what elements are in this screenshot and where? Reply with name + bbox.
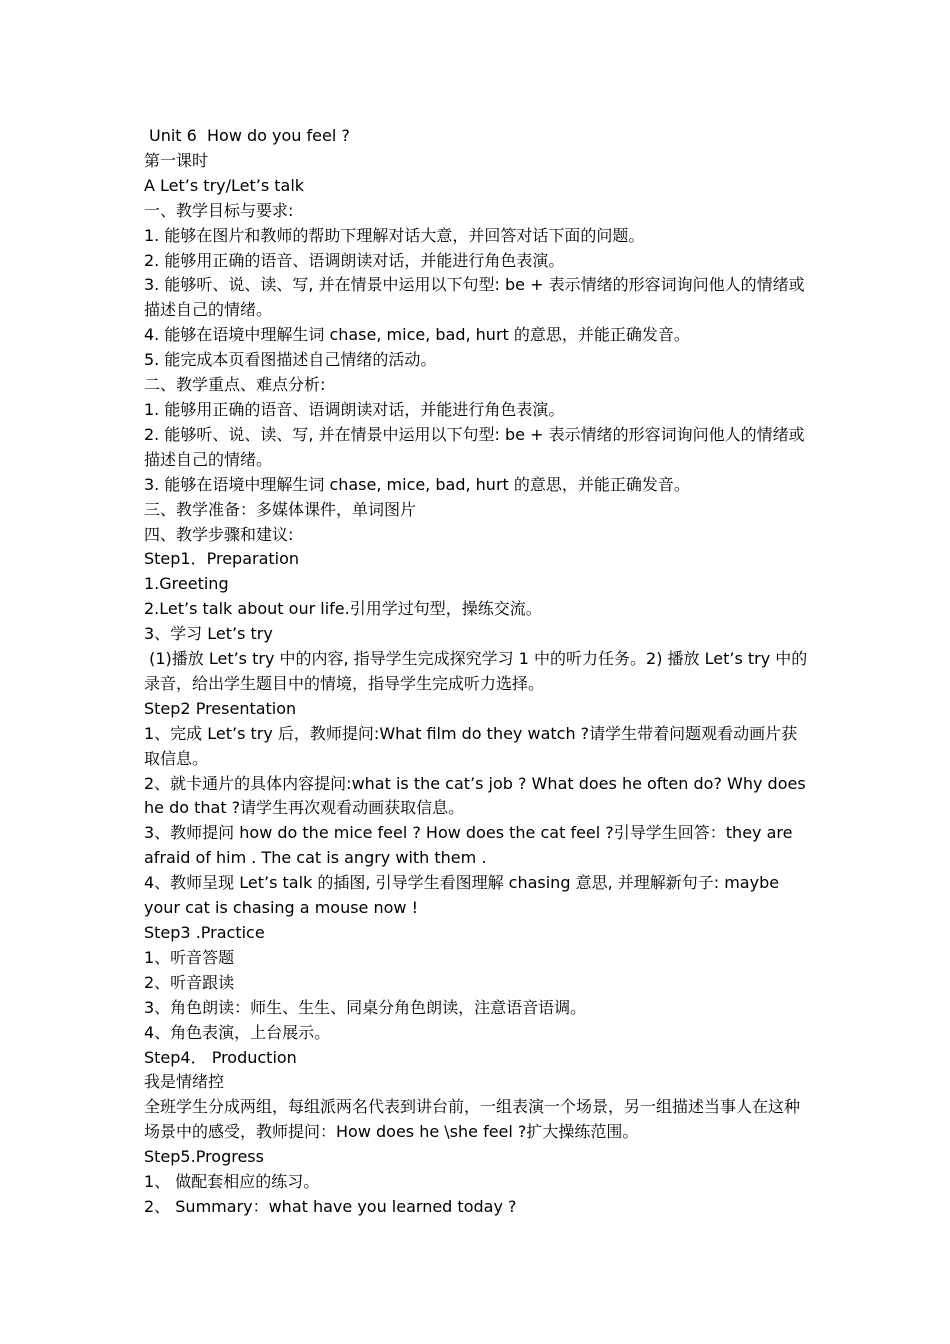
lesson-label: 第一课时 [144,150,209,170]
activity-title: 我是情绪控 [144,1072,225,1092]
step-item: 4、教师呈现 Let’s talk 的插图, 引导学生看图理解 chasing 意思, 并理解新句子: maybe your cat is chasing a mouse now ! [144,873,785,918]
key-point-item: 2. 能够听、说、读、写, 并在情景中运用以下句型: be + 表示情绪的形容词询问他人的情绪或描述自己的情绪。 [144,424,805,469]
step-item: 2.Let’s talk about our life.引用学过句型，操练交流。 [144,599,542,619]
step-item: 1、 做配套相应的练习。 [144,1172,320,1192]
objective-item: 5. 能完成本页看图描述自己情绪的活动。 [144,350,437,370]
step-item: 2、 Summary：what have you learned today ? [144,1196,517,1216]
key-point-item: 3. 能够在语境中理解生词 chase, mice, bad, hurt 的意思，并能正确发音。 [144,474,690,494]
step-item: 2、就卡通片的具体内容提问:what is the cat’s job ? What does he often do? Why does he do that ?请学生再次观看动画获取信息。 [144,773,811,818]
objective-item: 2. 能够用正确的语音、语调朗读对话，并能进行角色表演。 [144,250,565,270]
heading-objectives: 一、教学目标与要求: [144,200,294,220]
activity-description: 全班学生分成两组，每组派两名代表到讲台前，一组表演一个场景，另一组描述当事人在这种场景中的感受，教师提问：How does he \she feel ?扩大操练范围。 [144,1097,801,1142]
step-item: 3、教师提问 how do the mice feel ? How does the cat feel ?引导学生回答：they are afraid of him . The cat is angry with them . [144,823,798,868]
objective-item: 1. 能够在图片和教师的帮助下理解对话大意，并回答对话下面的问题。 [144,225,645,245]
objective-item: 3. 能够听、说、读、写, 并在情景中运用以下句型: be + 表示情绪的形容词询问他人的情绪或描述自己的情绪。 [144,275,805,320]
section-title: A Let’s try/Let’s talk [144,175,305,195]
step-heading: Step2 Presentation [144,698,297,718]
heading-key-points: 二、教学重点、难点分析: [144,375,326,395]
step-item: (1)播放 Let’s try 中的内容, 指导学生完成探究学习 1 中的听力任务。2) 播放 Let’s try 中的录音，给出学生题目中的情境，指导学生完成听力选择。 [144,649,808,693]
step-item: 1、完成 Let’s try 后，教师提问:What film do they watch ?请学生带着问题观看动画片获取信息。 [144,723,798,768]
step-item: 2、听音跟读 [144,972,235,992]
step-heading: Step1．Preparation [144,549,300,569]
step-item: 4、角色表演，上台展示。 [144,1022,331,1042]
step-item: 1.Greeting [144,574,229,594]
unit-title: Unit 6 How do you feel ? [149,126,350,145]
step-item: 3、学习 Let’s try [144,624,273,644]
document-body [144,124,810,1220]
step-heading: Step3 .Practice [144,923,265,942]
step-heading: Step4． Production [144,1047,297,1067]
step-item: 1、听音答题 [144,947,235,967]
step-item: 3、角色朗读：师生、生生、同桌分角色朗读，注意语音语调。 [144,997,587,1017]
step-heading: Step5.Progress [144,1147,264,1167]
objective-item: 4. 能够在语境中理解生词 chase, mice, bad, hurt 的意思，并能正确发音。 [144,325,690,345]
heading-preparation: 三、教学准备：多媒体课件，单词图片 [144,499,417,519]
key-point-item: 1. 能够用正确的语音、语调朗读对话，并能进行角色表演。 [144,399,565,419]
heading-steps: 四、教学步骤和建议: [144,524,294,544]
